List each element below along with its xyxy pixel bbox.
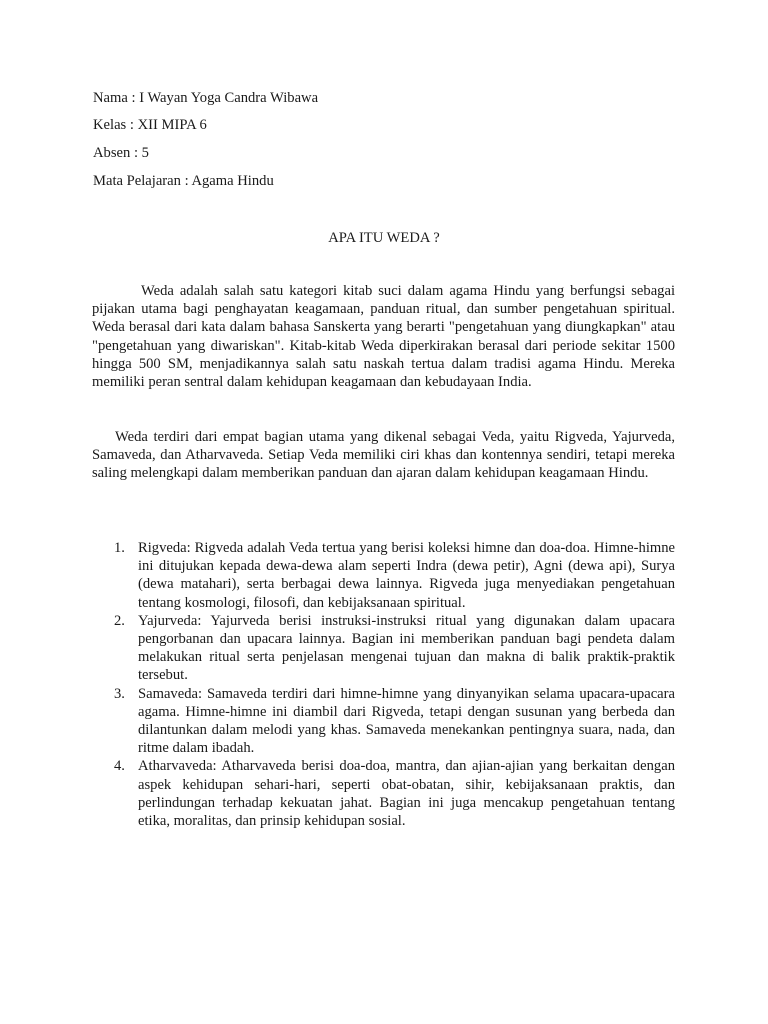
list-number: 2. [114, 612, 125, 629]
list-item-rigveda [92, 539, 675, 612]
list-number: 3. [114, 685, 125, 702]
list-item-samaveda [92, 685, 675, 758]
list-item-text: Rigveda: Rigveda adalah Veda tertua yang berisi koleksi himne dan doa-doa. Himne-himne ini ditujukan kepada dewa-dewa alam seperti Indra (dewa petir), Agni (dewa api), Surya (dewa matahari), serta berbagai dewa lainnya. Rigveda juga menyediakan pengetahuan tentang kosmologi, filosofi, dan kebijaksanaan spiritual. [138, 540, 675, 611]
list-item-atharvaveda [92, 757, 675, 830]
veda-list [92, 539, 675, 830]
list-number: 4. [114, 758, 125, 775]
list-item-text: Atharvaveda: Atharvaveda berisi doa-doa, mantra, dan ajian-ajian yang berkaitan dengan aspek kehidupan sehari-hari, seperti obat-obatan, sihir, kebijaksanaan praktis, dan perlindungan terhadap kekuatan jahat. Bagian ini juga mencakup pengetahuan tentang etika, moralitas, dan prinsip kehidupan sosial. [138, 758, 675, 830]
list-item-yajurveda [92, 612, 675, 685]
student-name: Nama : I Wayan Yoga Candra Wibawa [93, 90, 319, 106]
intro-paragraph: Weda adalah salah satu kategori kitab suci dalam agama Hindu yang berfungsi sebagai pijakan utama bagi penghayatan keagamaan, panduan ritual, dan sumber pengetahuan spiritual. Weda berasal dari kata dalam bahasa Sanskerta yang berarti "pengetahuan yang diungkapkan" atau "pengetahuan yang diwariskan". Kitab-kitab Weda diperkirakan berasal dari periode sekitar 1500 hingga 500 SM, menjadikannya salah satu naskah tertua dalam tradisi agama Hindu. Mereka memiliki peran sentral dalam kehidupan keagamaan dan kebudayaan India. [92, 283, 675, 391]
list-item-text: Yajurveda: Yajurveda berisi instruksi-instruksi ritual yang digunakan dalam upacara pengorbanan dan upacara lainnya. Bagian ini memberikan panduan bagi pendeta dalam melakukan ritual serta penjelasan mengenai tujuan dan makna di balik praktik-praktik tersebut. [138, 612, 675, 684]
document-title: APA ITU WEDA ? [328, 230, 440, 246]
subject-line: Mata Pelajaran : Agama Hindu [93, 173, 274, 189]
list-item-text: Samaveda: Samaveda terdiri dari himne-himne yang dinyanyikan selama upacara-upacara agama. Himne-himne ini diambil dari Rigveda, tetapi dengan susunan yang berbeda dan dilantunkan dalam melodi yang khas. Samaveda menekankan pentingnya suara, nada, dan ritme dalam ibadah. [138, 685, 675, 757]
student-absen: Absen : 5 [93, 145, 149, 161]
list-number: 1. [114, 540, 125, 556]
veda-parts-paragraph: Weda terdiri dari empat bagian utama yang dikenal sebagai Veda, yaitu Rigveda, Yajurveda, Samaveda, dan Atharvaveda. Setiap Veda memiliki ciri khas dan kontennya sendiri, tetapi mereka saling melengkapi dalam memberikan panduan dan ajaran dalam kehidupan keagamaan Hindu. [92, 429, 675, 482]
student-class: Kelas : XII MIPA 6 [93, 117, 207, 133]
